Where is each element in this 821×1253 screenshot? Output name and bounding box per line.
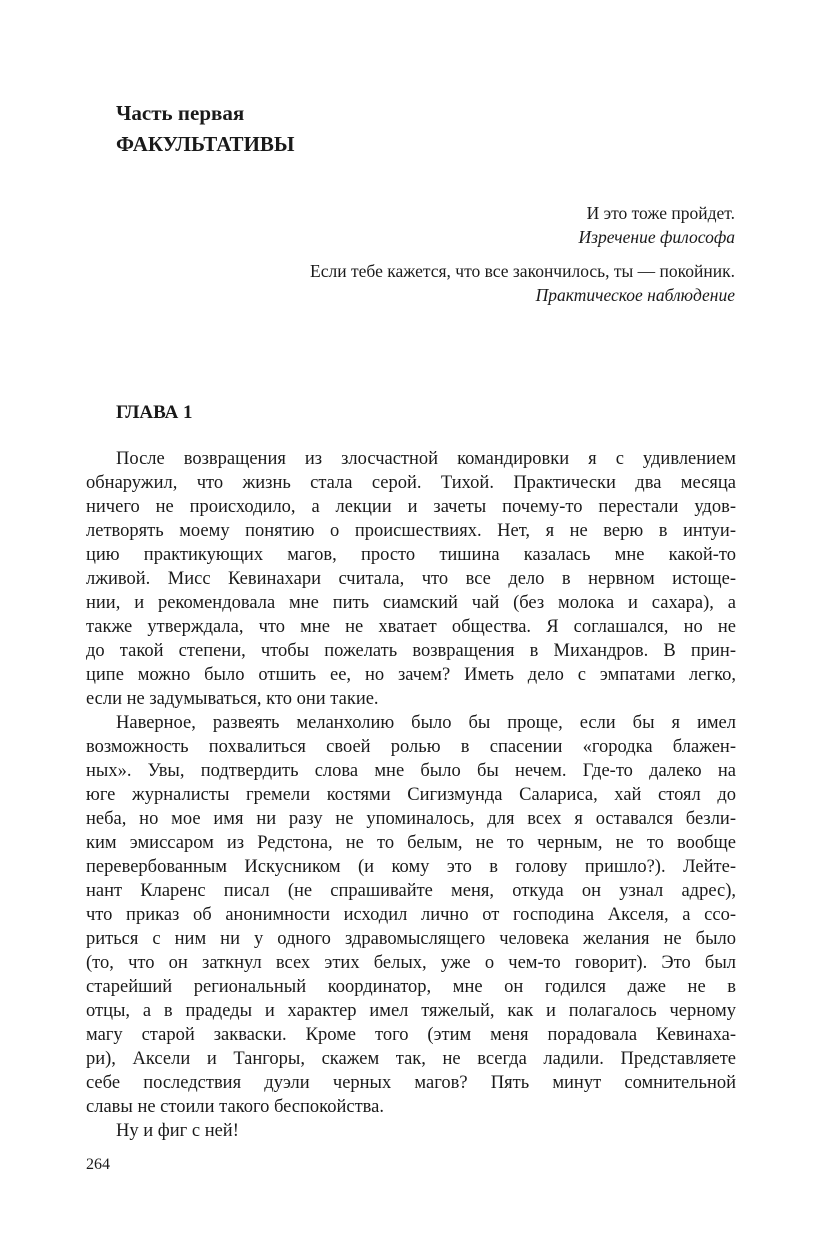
text-line: обнаружил, что жизнь стала серой. Тихой. Практически два месяца <box>86 473 736 493</box>
text-line: Наверное, развеять меланхолию было бы проще, если бы я имел <box>116 713 736 733</box>
text-line: возможность похвалиться своей ролью в спасении «городка блажен- <box>86 737 736 757</box>
page-number: 264 <box>86 1156 110 1173</box>
epigraph-quote: И это тоже пройдет. <box>586 203 735 223</box>
paragraph <box>86 711 736 1119</box>
text-line: старейший региональный координатор, мне он годился даже не в <box>86 977 736 997</box>
epigraph <box>579 201 735 249</box>
text-line: себе последствия дуэли черных магов? Пять минут сомнительной <box>86 1073 736 1093</box>
text-line: нант Кларенс писал (не спрашивайте меня, откуда он узнал адрес), <box>86 881 736 901</box>
text-line: После возвращения из злосчастной командировки я с удивлением <box>116 449 736 469</box>
text-line: перевербованным Искусником (и кому это в голову пришло?). Лейте- <box>86 857 736 877</box>
text-line: риться с ним ни у одного здравомыслящего человека желания не было <box>86 929 736 949</box>
text-line: если не задумываться, кто они такие. <box>86 689 379 709</box>
text-line: ных». Увы, подтвердить слова мне было бы нечем. Где-то далеко на <box>86 761 736 781</box>
text-line: ципе можно было отшить ее, но зачем? Иметь дело с эмпатами легко, <box>86 665 736 685</box>
paragraph <box>86 1119 736 1143</box>
chapter-heading: ГЛАВА 1 <box>116 402 193 423</box>
paragraph <box>86 447 736 711</box>
text-line: славы не стоили такого беспокойства. <box>86 1097 384 1117</box>
epigraph-source: Практическое наблюдение <box>535 285 735 305</box>
epigraph-source: Изречение философа <box>578 227 735 247</box>
text-line: ничего не происходило, а лекции и зачеты почему-то перестали удов- <box>86 497 736 517</box>
text-line: магу старой закваски. Кроме того (этим меня порадовала Кевинаха- <box>86 1025 736 1045</box>
text-line: (то, что он заткнул всех этих белых, уже о чем-то говорит). Это был <box>86 953 736 973</box>
part-label: Часть первая <box>116 101 245 125</box>
text-line: нии, и рекомендовала мне пить сиамский чай (без молока и сахара), а <box>86 593 736 613</box>
text-line: лживой. Мисс Кевинахари считала, что все дело в нервном истоще- <box>86 569 736 589</box>
part-title: ФАКУЛЬТАТИВЫ <box>116 132 295 156</box>
text-line: ким эмиссаром из Редстона, не то белым, не то черным, не то вообще <box>86 833 736 853</box>
text-line: также утверждала, что мне не хватает общества. Я соглашался, но не <box>86 617 736 637</box>
text-line: что приказ об анонимности исходил лично от господина Акселя, а ссо- <box>86 905 736 925</box>
text-line: отцы, а в прадеды и характер имел тяжелый, как и полагалось черному <box>86 1001 736 1021</box>
text-line: летворять моему понятию о происшествиях. Нет, я не верю в интуи- <box>86 521 736 541</box>
text-line: юге журналисты гремели костями Сигизмунда Салариса, хай стоял до <box>86 785 736 805</box>
epigraph <box>310 259 735 307</box>
text-line: неба, но мое имя ни разу не упоминалось, для всех я оставался безли- <box>86 809 736 829</box>
body-text <box>86 447 736 1143</box>
text-line: цию практикующих магов, просто тишина казалась мне какой-то <box>86 545 736 565</box>
epigraph-quote: Если тебе кажется, что все закончилось, ты — покойник. <box>310 261 735 281</box>
text-line: до такой степени, чтобы пожелать возвращения в Михандров. В прин- <box>86 641 736 661</box>
text-line: ри), Аксели и Тангоры, скажем так, не всегда ладили. Представляете <box>86 1049 736 1069</box>
text-line: Ну и фиг с ней! <box>116 1121 239 1141</box>
